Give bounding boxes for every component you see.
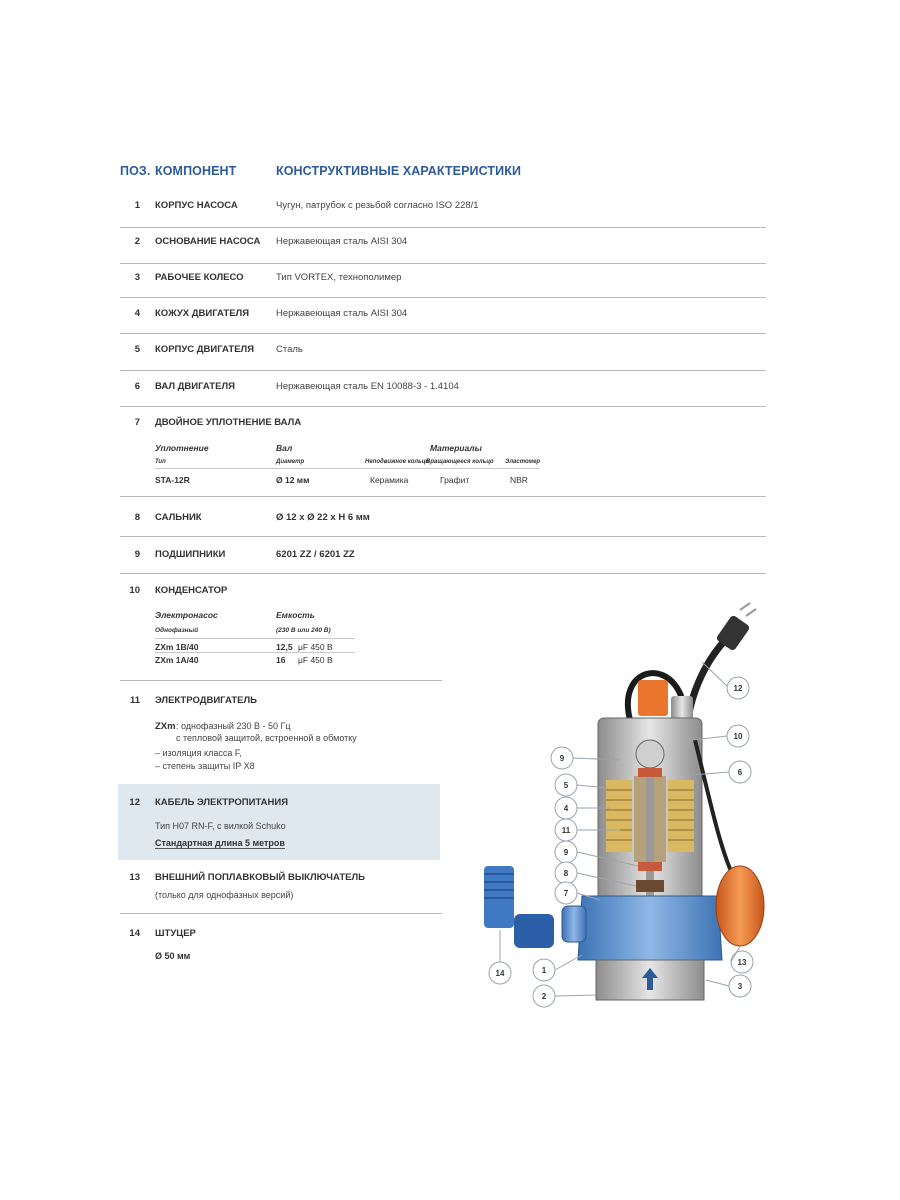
shaft-seal [636, 880, 664, 892]
capacitor-model-1: ZXm 1B/40 [155, 642, 199, 652]
spec-row-11 [120, 695, 442, 780]
seal-sub-fixed-ring: Неподвижное кольцо [365, 459, 430, 465]
seal-sub-elastomer: Эластомер [505, 459, 541, 465]
capacitor-unit-2: μF 450 В [298, 655, 333, 665]
seal-sub-type: Тип [155, 459, 166, 465]
cable-gland [671, 696, 693, 720]
spec-row-12 [120, 797, 442, 857]
row-component: КОНДЕНСАТОР [155, 585, 228, 596]
row-component: ЭЛЕКТРОДВИГАТЕЛЬ [155, 695, 257, 706]
capacitor-header-pump: Электронасос [155, 610, 218, 620]
row-description: Сталь [276, 344, 303, 355]
capacitor-divider-2 [155, 652, 355, 653]
row-component: ОСНОВАНИЕ НАСОСА [155, 236, 261, 247]
row-number: 1 [134, 200, 140, 211]
spec-row-2 [120, 236, 766, 264]
header-pos: ПОЗ. [120, 164, 151, 178]
row-number: 7 [134, 417, 140, 428]
row-description: 6201 ZZ / 6201 ZZ [276, 549, 355, 560]
callout-label-14: 14 [495, 969, 505, 978]
seal-sub-rotating-ring: Вращающееся кольцо [426, 459, 494, 465]
row-description: Нержавеющая сталь AISI 304 [276, 308, 408, 319]
spec-row-3 [120, 272, 766, 298]
bearing-bottom [638, 862, 662, 871]
callout-label-3: 3 [737, 982, 743, 991]
row-component: РАБОЧЕЕ КОЛЕСО [155, 272, 244, 283]
top-cap [638, 680, 668, 716]
seal-divider [155, 468, 540, 469]
stator-left [606, 780, 632, 852]
spec-row-7 [120, 417, 766, 497]
callout-label-6: 6 [737, 768, 743, 777]
motor-line-2: с тепловой защитой, встроенной в обмотку [176, 733, 357, 743]
row-description: Чугун, патрубок с резьбой согласно ISO 228/1 [276, 200, 479, 211]
callout-label-1: 1 [541, 966, 547, 975]
header-characteristics: КОНСТРУКТИВНЫЕ ХАРАКТЕРИСТИКИ [276, 164, 522, 178]
row-number: 9 [134, 549, 140, 560]
capacitor-divider [155, 638, 355, 639]
row-component: САЛЬНИК [155, 512, 202, 523]
callout-label-4: 4 [563, 804, 569, 813]
spec-row-1 [120, 200, 766, 228]
outlet-flange [562, 906, 586, 942]
spec-row-14 [120, 928, 442, 970]
row-component: КОРПУС НАСОСА [155, 200, 238, 211]
row-number: 2 [134, 236, 140, 247]
row-description: Нержавеющая сталь AISI 304 [276, 236, 408, 247]
row-number: 14 [129, 928, 140, 939]
capacitor-unit-1: μF 450 В [298, 642, 333, 652]
capacitor-value-1: 12,5 [276, 642, 293, 652]
callout-label-5: 5 [563, 781, 569, 790]
row-component: ВНЕШНИЙ ПОПЛАВКОВЫЙ ВЫКЛЮЧАТЕЛЬ [155, 872, 366, 883]
float-switch [716, 866, 764, 946]
row-component: ПОДШИПНИКИ [155, 549, 226, 560]
motor-line-3: – изоляция класса F, [155, 748, 242, 758]
row-number: 13 [129, 872, 140, 883]
spec-row-8 [120, 512, 766, 537]
callout-label-8: 8 [563, 869, 569, 878]
seal-header-seal: Уплотнение [155, 443, 209, 453]
capacitor-sub-single: Однофазный [155, 627, 199, 634]
callout-label-12: 12 [733, 684, 743, 693]
spec-row-5 [120, 344, 766, 371]
row-component: ШТУЦЕР [155, 928, 196, 939]
seal-sub-diameter: Диаметр [276, 459, 305, 465]
capacitor-header-capacity: Емкость [276, 610, 315, 620]
cable-type: Тип H07 RN-F, с вилкой Schuko [155, 821, 286, 831]
capacitor [636, 740, 664, 768]
hose-fitting [484, 866, 514, 928]
stator-right [668, 780, 694, 852]
seal-rotating-material: Графит [440, 475, 470, 485]
plug-pin-a [740, 603, 750, 610]
row-number: 8 [134, 512, 140, 523]
row-component: КОЖУХ ДВИГАТЕЛЯ [155, 308, 250, 319]
motor-line-1: : однофазный 230 В - 50 Гц [176, 721, 291, 731]
row-component: ВАЛ ДВИГАТЕЛЯ [155, 381, 235, 392]
callout-label-7: 7 [563, 889, 569, 898]
callout-label-2: 2 [541, 992, 547, 1001]
row-number: 10 [129, 585, 140, 596]
row-description: Ø 12 х Ø 22 х H 6 мм [276, 512, 370, 523]
spec-row-4 [120, 308, 766, 334]
spec-row-10 [120, 585, 442, 681]
row-description: Нержавеющая сталь EN 10088-3 - 1.4104 [276, 381, 459, 392]
fitting-elbow [514, 914, 554, 948]
cable-length: Стандартная длина 5 метров [155, 838, 285, 848]
plug-pin-b [746, 609, 756, 616]
row-description: Тип VORTEX, технополимер [276, 272, 402, 283]
row-component: КОРПУС ДВИГАТЕЛЯ [155, 344, 255, 355]
callout-label-9a: 9 [559, 754, 565, 763]
seal-header-materials: Материалы [430, 443, 482, 453]
callout-label-9b: 9 [563, 848, 569, 857]
row-number: 6 [134, 381, 140, 392]
bearing-top [638, 768, 662, 777]
row-description: (только для однофазных версий) [155, 890, 294, 900]
seal-elastomer-material: NBR [510, 475, 528, 485]
seal-model: STA-12R [155, 475, 190, 485]
row-number: 11 [129, 695, 140, 706]
seal-header-shaft: Вал [276, 443, 293, 453]
motor-line-4: – степень защиты IP X8 [155, 761, 255, 771]
capacitor-sub-voltage: (230 В или 240 В) [276, 627, 331, 634]
row-number: 4 [134, 308, 140, 319]
seal-diameter: Ø 12 мм [276, 475, 310, 485]
callout-label-13: 13 [737, 958, 747, 967]
motor-zxm: ZXm [155, 721, 176, 732]
spec-row-6 [120, 381, 766, 407]
row-number: 12 [129, 797, 140, 808]
row-number: 3 [134, 272, 140, 283]
header-component: КОМПОНЕНТ [155, 164, 237, 178]
capacitor-model-2: ZXm 1A/40 [155, 655, 199, 665]
row-component: КАБЕЛЬ ЭЛЕКТРОПИТАНИЯ [155, 797, 289, 808]
seal-fixed-material: Керамика [370, 475, 409, 485]
pump-body [578, 896, 722, 960]
callout-label-10: 10 [733, 732, 743, 741]
capacitor-value-2: 16 [276, 655, 286, 665]
pump-cutaway-diagram [470, 600, 780, 1020]
row-number: 5 [134, 344, 140, 355]
row-component: ДВОЙНОЕ УПЛОТНЕНИЕ ВАЛА [155, 417, 302, 428]
callout-label-11: 11 [561, 826, 571, 835]
spec-row-13 [120, 872, 442, 914]
spec-row-9 [120, 549, 766, 574]
row-description: Ø 50 мм [155, 951, 191, 961]
